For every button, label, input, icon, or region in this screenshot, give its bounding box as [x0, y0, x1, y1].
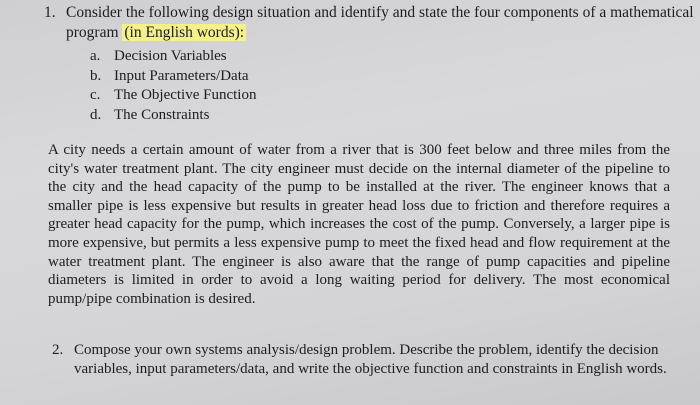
list-item-label: Decision Variables — [114, 48, 227, 64]
list-item-letter: c. — [90, 87, 101, 104]
list-item-letter: a. — [90, 48, 101, 64]
question-1-prompt: Consider the following design situation and identify and state the four components of a mathematical program — [66, 4, 694, 41]
list-item-letter: b. — [90, 67, 102, 84]
list-item — [90, 86, 256, 106]
question-2-number: 2. — [52, 342, 64, 358]
list-item — [90, 47, 256, 67]
list-item-label: Input Parameters/Data — [114, 67, 249, 84]
list-item — [90, 67, 256, 87]
question-1-text — [66, 3, 694, 43]
question-2-text: Compose your own systems analysis/design problem. Describe the problem, identify the decision variables, input parameters/data, and write the objective function and constraints in English words. — [74, 342, 667, 377]
components-list — [90, 47, 256, 125]
list-item-letter: d. — [90, 106, 102, 123]
list-item — [90, 106, 256, 126]
scenario-text: A city needs a certain amount of water from a river that is 300 feet below and three miles from the city's water treatment plant. The city engineer must decide on the internal diameter of the pipeline to the city and the head capacity of the pump to be installed at the river. The engineer knows that a smaller pipe is less expensive but results in greater head loss due to friction and therefore requires a greater head capacity for the pump, which increases the cost of the pump. Conversely, a larger pipe is more expensive, but permits a less expensive pump to meet the fixed head and flow requirement at the water treatment plant. The engineer is also aware that the range of pump capacities and pipeline diameters is limited in order to avoid a long waiting period for delivery. The most economical pump/pipe combination is desired. — [48, 142, 670, 307]
question-1 — [44, 3, 694, 43]
question-2 — [52, 341, 672, 378]
scenario-paragraph — [48, 141, 670, 308]
question-1-highlight: (in English words): — [124, 24, 245, 41]
list-item-label: The Objective Function — [114, 87, 257, 104]
list-item-label: The Constraints — [114, 106, 210, 123]
question-1-number: 1. — [44, 4, 56, 21]
